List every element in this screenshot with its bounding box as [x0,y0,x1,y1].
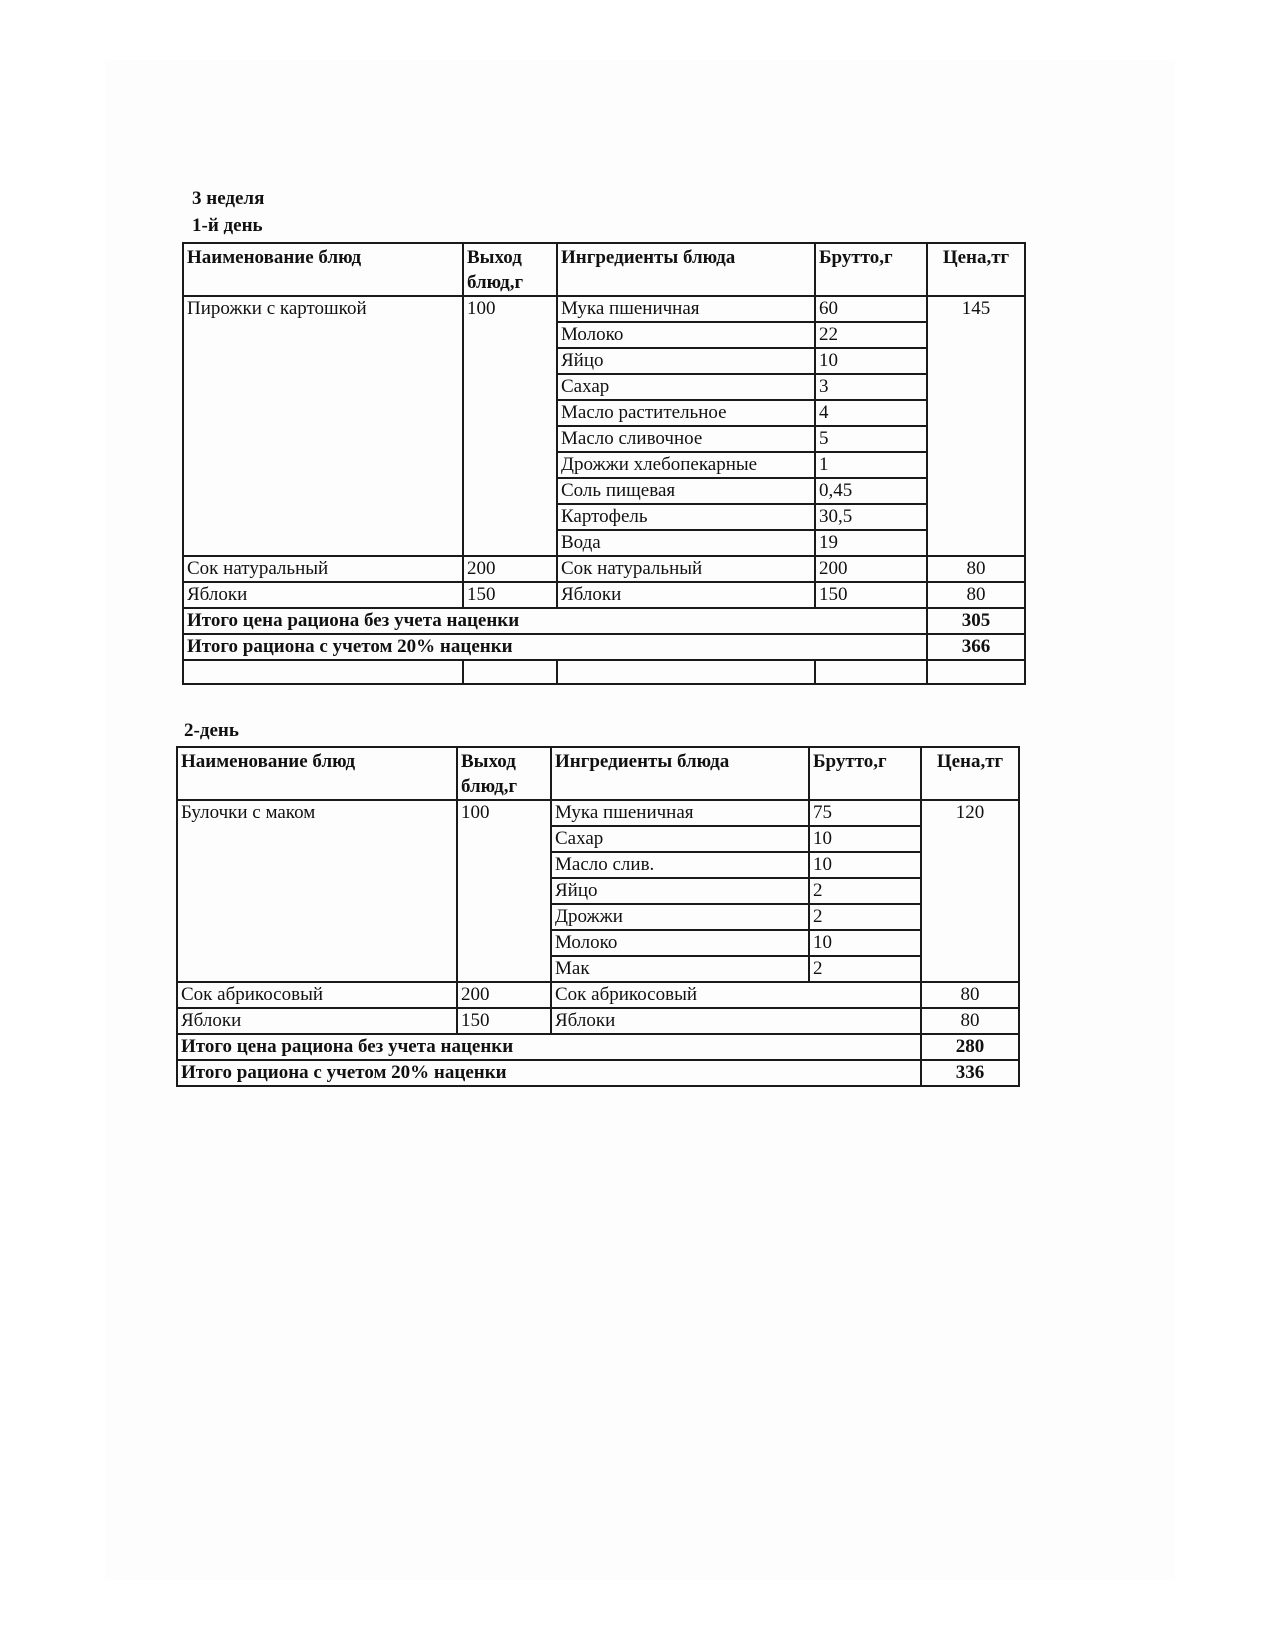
ingredient-name: Мука пшеничная [551,800,809,826]
total-label: Итого цена рациона без учета наценки [177,1034,921,1060]
markup-total-value: 336 [921,1060,1019,1086]
ingredient-brutto: 10 [815,348,927,374]
table-row [177,800,1019,826]
ingredient-name: Яблоки [557,582,815,608]
header-brutto: Брутто,г [815,243,927,296]
day2-menu-table [176,746,1020,1087]
dish-price: 120 [921,800,1019,982]
ingredient-name: Сок абрикосовый [551,982,921,1008]
ingredient-brutto: 5 [815,426,927,452]
ingredient-brutto: 3 [815,374,927,400]
ingredient-brutto: 200 [815,556,927,582]
header-yield: Выход блюд,г [463,243,557,296]
total-value: 280 [921,1034,1019,1060]
dish-name: Яблоки [183,582,463,608]
header-price: Цена,тг [927,243,1025,296]
ingredient-name: Яблоки [551,1008,921,1034]
dish-yield: 150 [457,1008,551,1034]
empty-row [183,660,1025,684]
ingredient-name: Дрожжи [551,904,809,930]
ingredient-brutto: 2 [809,956,921,982]
ingredient-brutto: 10 [809,826,921,852]
ingredient-brutto: 4 [815,400,927,426]
ingredient-name: Яйцо [551,878,809,904]
ingredient-name: Масло растительное [557,400,815,426]
markup-total-label: Итого рациона с учетом 20% наценки [177,1060,921,1086]
header-ingredients: Ингредиенты блюда [551,747,809,800]
ingredient-brutto: 19 [815,530,927,556]
dish-name: Пирожки с картошкой [183,296,463,556]
ingredient-name: Картофель [557,504,815,530]
ingredient-name: Масло сливочное [557,426,815,452]
ingredient-brutto: 75 [809,800,921,826]
header-ingredients: Ингредиенты блюда [557,243,815,296]
total-value: 305 [927,608,1025,634]
ingredient-brutto: 1 [815,452,927,478]
header-dish-name: Наименование блюд [183,243,463,296]
dish-price: 80 [927,582,1025,608]
ingredient-name: Сок натуральный [557,556,815,582]
day1-menu-table [182,242,1026,685]
dish-price: 80 [921,1008,1019,1034]
empty-cell [927,660,1025,684]
ingredient-brutto: 30,5 [815,504,927,530]
ingredient-brutto: 22 [815,322,927,348]
header-brutto: Брутто,г [809,747,921,800]
dish-yield: 100 [457,800,551,982]
ingredient-name: Соль пищевая [557,478,815,504]
ingredient-brutto: 150 [815,582,927,608]
dish-price: 145 [927,296,1025,556]
ingredient-brutto: 2 [809,878,921,904]
ingredient-name: Дрожжи хлебопекарные [557,452,815,478]
table-row [183,296,1025,322]
table-row [183,556,1025,582]
table-header-row [177,747,1019,800]
table-header-row [183,243,1025,296]
total-label: Итого цена рациона без учета наценки [183,608,927,634]
dish-price: 80 [921,982,1019,1008]
day1-title: 1-й день [192,215,263,236]
markup-total-label: Итого рациона с учетом 20% наценки [183,634,927,660]
dish-name: Сок натуральный [183,556,463,582]
dish-yield: 100 [463,296,557,556]
ingredient-name: Мука пшеничная [557,296,815,322]
empty-cell [463,660,557,684]
empty-cell [183,660,463,684]
day2-title: 2-день [184,720,239,741]
week-title: 3 неделя [192,188,265,209]
ingredient-name: Вода [557,530,815,556]
dish-yield: 200 [457,982,551,1008]
dish-yield: 200 [463,556,557,582]
markup-total-row [177,1060,1019,1086]
ingredient-name: Сахар [551,826,809,852]
header-price: Цена,тг [921,747,1019,800]
dish-price: 80 [927,556,1025,582]
ingredient-brutto: 10 [809,930,921,956]
total-row [177,1034,1019,1060]
dish-yield: 150 [463,582,557,608]
ingredient-name: Мак [551,956,809,982]
ingredient-name: Молоко [551,930,809,956]
ingredient-name: Яйцо [557,348,815,374]
table-row [177,1008,1019,1034]
ingredient-brutto: 0,45 [815,478,927,504]
ingredient-name: Масло слив. [551,852,809,878]
ingredient-name: Сахар [557,374,815,400]
total-row [183,608,1025,634]
header-dish-name: Наименование блюд [177,747,457,800]
markup-total-value: 366 [927,634,1025,660]
ingredient-name: Молоко [557,322,815,348]
empty-cell [557,660,815,684]
dish-name: Сок абрикосовый [177,982,457,1008]
table-row [183,582,1025,608]
ingredient-brutto: 60 [815,296,927,322]
dish-name: Яблоки [177,1008,457,1034]
ingredient-brutto: 10 [809,852,921,878]
markup-total-row [183,634,1025,660]
table-row [177,982,1019,1008]
ingredient-brutto: 2 [809,904,921,930]
empty-cell [815,660,927,684]
dish-name: Булочки с маком [177,800,457,982]
header-yield: Выход блюд,г [457,747,551,800]
